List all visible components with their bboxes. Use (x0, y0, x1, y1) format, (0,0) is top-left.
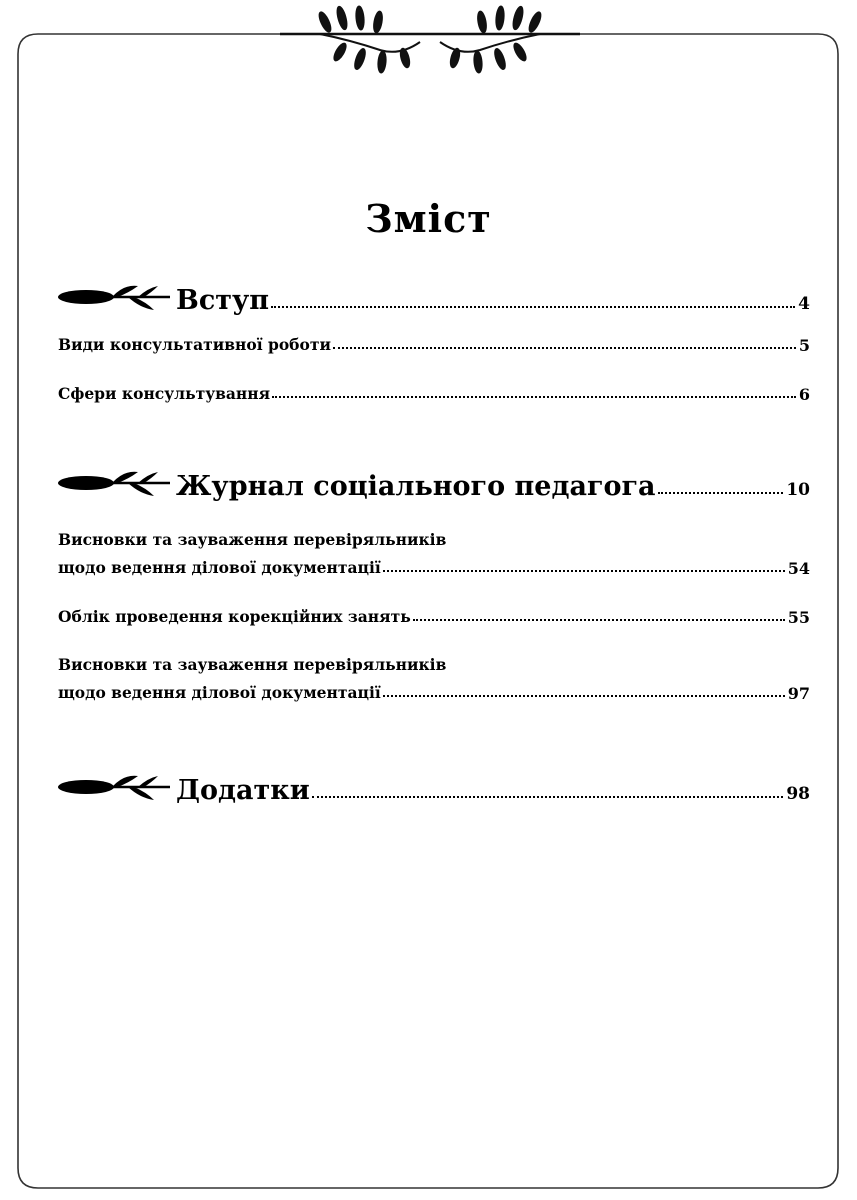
toc-item-first-line: Висновки та зауваження перевіряльників (58, 655, 447, 674)
leaf-branch-icon (58, 280, 170, 314)
page-title: Зміст (365, 196, 492, 241)
dot-leader (333, 346, 796, 349)
toc-item[interactable] (58, 604, 810, 626)
toc-page-number: 10 (786, 480, 810, 500)
toc-page-number: 5 (798, 336, 810, 355)
toc-section-intro[interactable] (58, 280, 810, 314)
toc-item-label: Облік проведення корекційних занять (58, 607, 411, 626)
dot-leader (413, 618, 785, 621)
toc-item-label: Види консультативної роботи (58, 335, 331, 354)
toc-item-label: щодо ведення ділової документації (58, 558, 381, 577)
dot-leader (272, 395, 796, 398)
toc-page-number: 97 (787, 684, 810, 703)
toc-item-label: щодо ведення ділової документації (58, 683, 381, 702)
toc-section-label: Додатки (176, 775, 310, 806)
toc-section-appendices[interactable] (58, 770, 810, 804)
toc-page-number: 6 (798, 385, 810, 404)
toc-page-number: 98 (786, 784, 810, 804)
dot-leader (312, 795, 784, 798)
toc-item-label: Сфери консультування (58, 384, 271, 403)
toc-item[interactable] (58, 680, 810, 702)
toc-page-number: 4 (798, 294, 810, 314)
toc-page-number: 55 (787, 608, 810, 627)
toc-item[interactable] (58, 381, 810, 403)
toc-section-label: Вступ (176, 285, 270, 316)
leaf-branch-icon (58, 466, 170, 500)
leaf-branch-icon (58, 770, 170, 804)
dot-leader (383, 569, 785, 572)
dot-leader (658, 491, 784, 494)
dot-leader (271, 305, 795, 308)
toc-section-label: Журнал соціального педагога (176, 471, 656, 502)
laurel-ornament-icon (270, 4, 590, 76)
dot-leader (383, 694, 785, 697)
toc-item-first-line: Висновки та зауваження перевіряльників (58, 530, 447, 549)
toc-page-number: 54 (787, 559, 810, 578)
toc-item[interactable] (58, 555, 810, 577)
toc-item[interactable] (58, 332, 810, 354)
toc-section-journal[interactable] (58, 466, 810, 500)
